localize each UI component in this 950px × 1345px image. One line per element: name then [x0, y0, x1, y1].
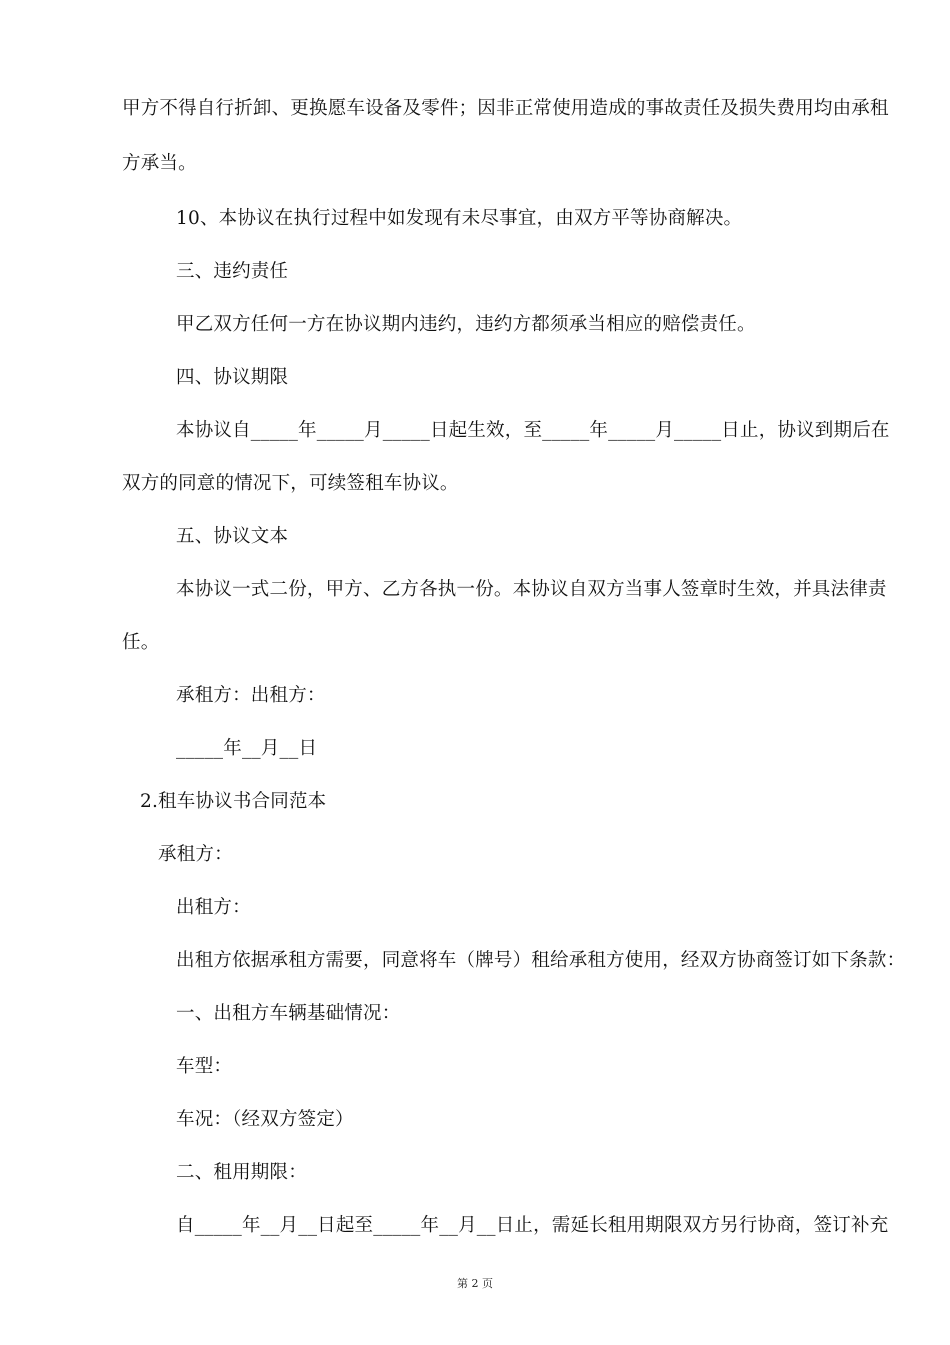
- party-line: 出租方：: [176, 897, 251, 918]
- section-heading: 五、协议文本: [176, 526, 289, 547]
- section-heading: 四、协议期限: [176, 367, 289, 388]
- paragraph-line: 本协议一式二份，甲方、乙方各执一份。本协议自双方当事人签章时生效，并具法律责: [176, 579, 887, 600]
- paragraph-line: 本协议自_____年_____月_____日起生效，至_____年_____月_____日止，协议到期后在: [176, 420, 890, 441]
- party-line: 承租方：: [158, 844, 233, 865]
- signature-line: 承租方：出租方：: [176, 685, 326, 706]
- paragraph-line: 自_____年__月__日起至_____年__月__日止，需延长租用期限双方另行协商，签订补充: [176, 1215, 889, 1236]
- paragraph-line: 任。: [122, 632, 160, 653]
- page-number: 第 2 页: [457, 1277, 493, 1290]
- date-line: _____年__月__日: [176, 738, 318, 759]
- section-heading: 一、出租方车辆基础情况：: [176, 1003, 401, 1024]
- paragraph-line: 出租方依据承租方需要，同意将车（牌号）租给承租方使用，经双方协商签订如下条款：: [176, 950, 906, 971]
- paragraph-line: 10、本协议在执行过程中如发现有未尽事宜，由双方平等协商解决。: [176, 208, 743, 229]
- paragraph-line: 甲方不得自行折卸、更换愿车设备及零件；因非正常使用造成的事故责任及损失费用均由承租: [122, 98, 889, 119]
- section-heading: 二、租用期限：: [176, 1162, 307, 1183]
- paragraph-line: 方承当。: [122, 153, 197, 174]
- paragraph-line: 车型：: [176, 1056, 233, 1077]
- paragraph-line: 甲乙双方任何一方在协议期内违约，违约方都须承当相应的赔偿责任。: [176, 314, 756, 335]
- section-heading: 三、违约责任: [176, 261, 289, 282]
- contract-title: 2.租车协议书合同范本: [140, 791, 327, 812]
- paragraph-line: 双方的同意的情况下，可续签租车协议。: [122, 473, 459, 494]
- paragraph-line: 车况：（经双方签定）: [176, 1109, 354, 1130]
